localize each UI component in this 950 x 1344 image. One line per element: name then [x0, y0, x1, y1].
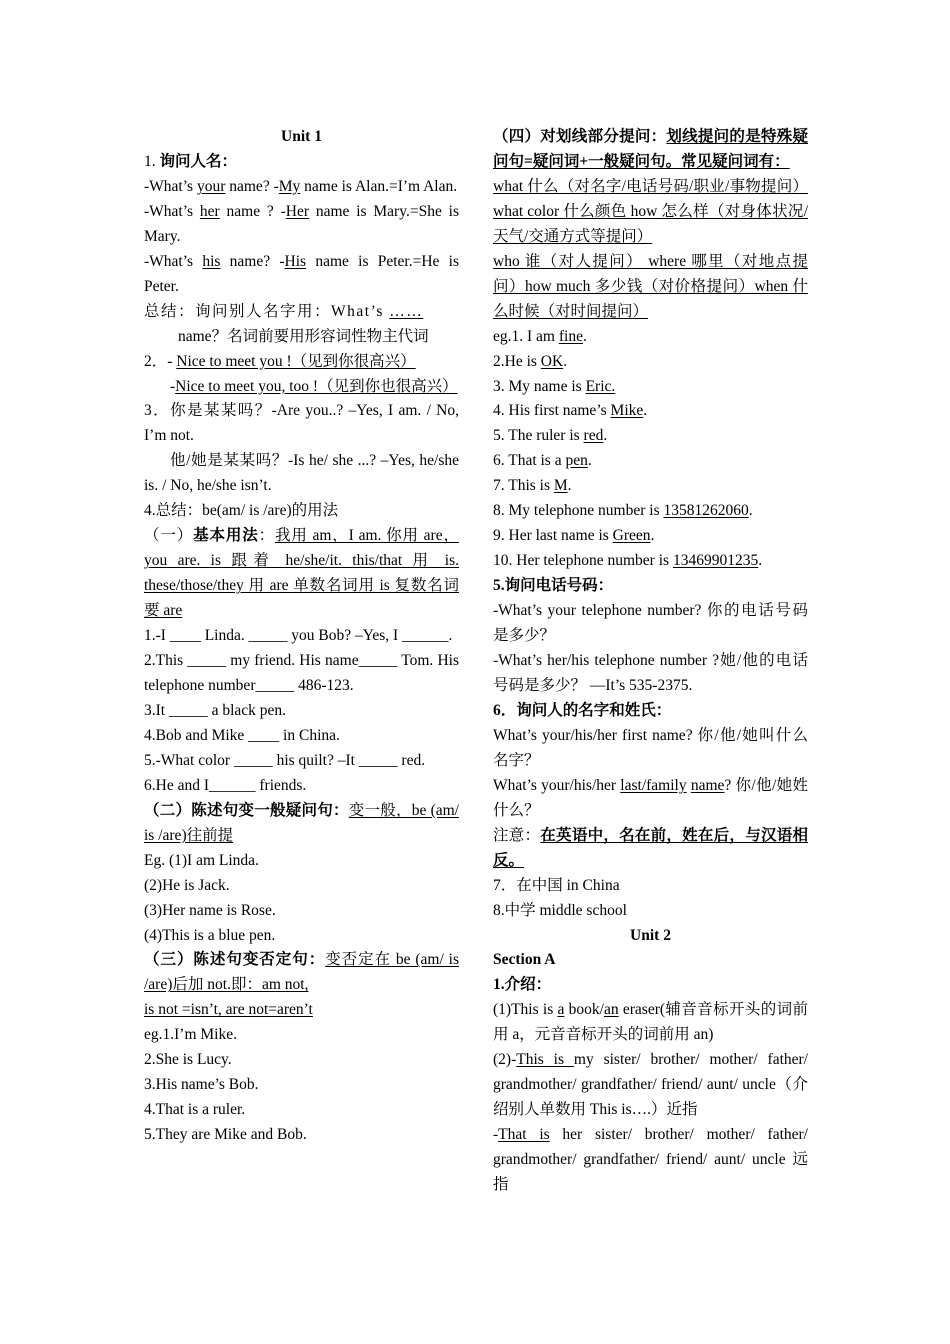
name-question: What’s your/his/her last/family name? 你/他/她姓什么？ — [493, 776, 808, 819]
rule-wh-question: （四）对划线部分提问：划线提问的是特殊疑问句=疑问词+一般疑问句。常见疑问词有： — [493, 128, 808, 170]
exercise-line: 4.Bob and Mike ____ in China. — [144, 726, 340, 744]
unit1-title: Unit 1 — [281, 128, 322, 145]
example-line: eg.1. I am fine. — [493, 327, 587, 345]
greeting-line: -Nice to meet you, too !（见到你也很高兴） — [170, 377, 458, 395]
question-line: 他/她是某某吗？-Is he/ she ...? –Yes, he/she is. / No, he/she isn’t. — [144, 452, 459, 495]
question-words: who 谁（对人提问） where 哪里（对地点提问）how much 多少钱（对价格提问）when 什么时候（对时间提问） — [493, 252, 808, 320]
example-line: Eg. (1)I am Linda. — [144, 851, 259, 869]
example-line: (3)Her name is Rose. — [144, 901, 276, 919]
intro-line: (2)-This is my sister/ brother/ mother/ father/ grandmother/ grandfather/ friend/ aunt/ uncle（介绍别人单数用 This is….）近指 — [493, 1051, 808, 1119]
section4-title: 4.总结：be(am/ is /are)的用法 — [144, 502, 339, 520]
rule-negative-form: （三）陈述句变否定句：变否定在 be (am/ is /are)后加 not.即：am not, — [144, 951, 459, 994]
right-column — [493, 125, 808, 1198]
section-a-title: Section A — [493, 951, 556, 969]
exercise-line: 3.It _____ a black pen. — [144, 701, 287, 719]
rule-question-form: （二）陈述句变一般疑问句：变一般，be (am/ is /are)往前提 — [144, 801, 459, 844]
intro-title: 1.介绍： — [493, 976, 552, 994]
example-line: 2.He is OK. — [493, 352, 568, 370]
name-question: What’s your/his/her first name? 你/他/她叫什么名字？ — [493, 726, 808, 769]
exercise-line: 1.-I ____ Linda. _____ you Bob? –Yes, I ______. — [144, 627, 453, 645]
example-line: 6. That is a pen. — [493, 452, 592, 470]
example-line: 3. My name is Eric. — [493, 377, 616, 395]
exercise-line: 5.-What color _____ his quilt? –It _____ red. — [144, 751, 426, 769]
example-line: 7. This is M. — [493, 477, 572, 495]
greeting-line: 2．- Nice to meet you !（见到你很高兴） — [144, 352, 416, 370]
dialog-line: -What’s his name? -His name is Peter.=He is Peter. — [144, 252, 459, 295]
left-column — [144, 125, 459, 1148]
section5-title: 5.询问电话号码： — [493, 577, 614, 595]
question-words: what 什么（对名字/电话号码/职业/事物提问） what color 什么颜色 how 怎么样（对身体状况/天气/交通方式等提问） — [493, 177, 808, 245]
dialog-line: -What’s her name ? -Her name is Mary.=She is Mary. — [144, 202, 459, 245]
section6-title: 6．询问人的名字和姓氏： — [493, 701, 672, 719]
note-line: 注意：在英语中，名在前，姓在后，与汉语相反。 — [493, 826, 808, 869]
example-line: 3.His name’s Bob. — [144, 1076, 259, 1094]
question-line: 3．你是某某吗？-Are you..? –Yes, I am. / No, I’m not. — [144, 402, 459, 445]
rule-basic-usage: （一）基本用法：我用 am，I am. 你用 are，you are. is 跟着 he/she/it. this/that 用 is. these/those/they 用 are 单数名词用 is 复数名词要 are — [144, 527, 459, 620]
example-line: 9. Her last name is Green. — [493, 527, 655, 545]
example-line: eg.1.I’m Mike. — [144, 1026, 237, 1044]
section-title: 询问人名： — [159, 152, 238, 170]
section1-heading — [144, 150, 459, 175]
example-line: 8. My telephone number is 13581262060. — [493, 502, 753, 520]
example-line: 2.She is Lucy. — [144, 1051, 232, 1069]
summary-line: name？名词前要用形容词性物主代词 — [178, 327, 429, 345]
example-line: 10. Her telephone number is 13469901235. — [493, 552, 763, 570]
vocab-line: 8.中学 middle school — [493, 901, 627, 919]
example-line: (2)He is Jack. — [144, 876, 230, 894]
section-number: 1. — [144, 152, 160, 170]
unit2-title: Unit 2 — [630, 926, 671, 944]
example-line: 4.That is a ruler. — [144, 1101, 246, 1119]
phone-question: -What’s your telephone number? 你的电话号码是多少？ — [493, 602, 808, 645]
example-line: 5. The ruler is red. — [493, 427, 608, 445]
intro-line: (1)This is a book/an eraser(辅音音标开头的词前用 a，元音音标开头的词前用 an) — [493, 1001, 808, 1044]
phone-question: -What’s her/his telephone number ?她/他的电话号码是多少？ —It’s 535-2375. — [493, 652, 808, 694]
rule-negative-form-cont: is not =isn’t, are not=aren’t — [144, 1001, 313, 1019]
example-line: (4)This is a blue pen. — [144, 926, 276, 944]
vocab-line: 7．在中国 in China — [493, 876, 620, 894]
summary-line: 总结：询问别人名字用：What’s …… — [144, 302, 424, 320]
dialog-line: -What’s your name? -My name is Alan.=I’m Alan. — [144, 177, 458, 195]
example-line: 4. His first name’s Mike. — [493, 402, 648, 420]
exercise-line: 2.This _____ my friend. His name_____ Tom. His telephone number_____ 486-123. — [144, 652, 459, 694]
example-line: 5.They are Mike and Bob. — [144, 1126, 307, 1144]
exercise-line: 6.He and I______ friends. — [144, 776, 307, 794]
intro-line: -That is her sister/ brother/ mother/ father/ grandmother/ grandfather/ friend/ aunt/ uncle 远指 — [493, 1126, 808, 1194]
